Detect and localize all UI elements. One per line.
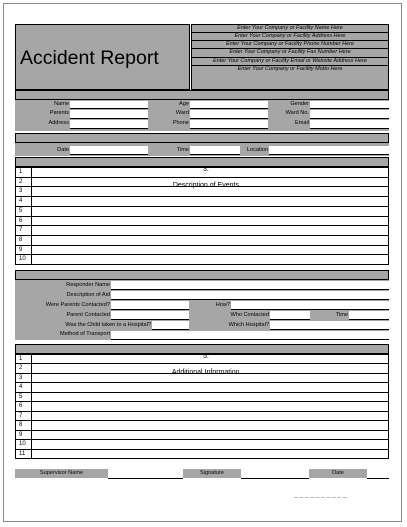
parents-field[interactable]: [70, 110, 148, 119]
line-number: 11: [19, 450, 26, 457]
who-contacted-label: Who Contacted: [230, 312, 269, 318]
parent-contacted-label: Parent Contacted: [66, 312, 110, 318]
hospital-question-label: Was the Child taken to a Hospital?: [65, 322, 151, 328]
section-time-frame-header: [15, 133, 389, 143]
write-line: [16, 245, 388, 246]
phone-field[interactable]: [190, 120, 268, 129]
write-line: [16, 420, 388, 421]
supervisor-name-field[interactable]: [108, 478, 183, 479]
contact-time-label: Time: [335, 312, 348, 318]
line-number: 9: [19, 246, 23, 253]
line-number: 6: [19, 217, 23, 224]
signature-field[interactable]: [241, 478, 309, 479]
supervisor-name-label: Supervisor Name: [15, 469, 108, 478]
line-number: 4: [19, 384, 23, 391]
gender-label: Gender: [290, 101, 309, 107]
write-line: [16, 373, 388, 374]
transport-field[interactable]: [111, 331, 389, 340]
form-title: Accident Report: [20, 47, 159, 69]
write-line: [16, 401, 388, 402]
company-motto-field[interactable]: Enter Your Company or Facility Motto Here: [237, 65, 343, 72]
location-field[interactable]: [269, 146, 389, 155]
accident-report-form: [3, 3, 402, 522]
aid-description-field[interactable]: [111, 291, 389, 300]
company-address-field[interactable]: Enter Your Company or Facility Address Here: [192, 33, 388, 41]
line-number: 6: [19, 403, 23, 410]
line-number: 5: [19, 393, 23, 400]
write-line: [16, 254, 388, 255]
company-phone-field[interactable]: Enter Your Company or Facility Phone Number Here: [192, 41, 388, 49]
section-actions-taken-header: [15, 270, 389, 280]
write-line: [16, 196, 388, 197]
section-description-header: [15, 157, 389, 173]
line-number: 8: [19, 422, 23, 429]
write-line: [16, 225, 388, 226]
line-number: 2: [19, 365, 23, 372]
date-signed-label: Date: [309, 469, 367, 478]
line-number: 1: [19, 356, 23, 362]
line-number: 9: [19, 431, 23, 438]
write-line: [16, 186, 388, 187]
line-number: 7: [19, 227, 23, 234]
section-additional-info-header: [15, 344, 389, 360]
location-label: Location: [246, 147, 268, 153]
line-number: 10: [19, 441, 26, 448]
write-line: [16, 439, 388, 440]
line-number-divider: [31, 355, 32, 459]
parents-label: Parents: [49, 110, 69, 116]
line-number: 3: [19, 188, 23, 195]
phone-label: Phone: [172, 120, 189, 126]
write-line: [16, 363, 388, 364]
hospital-answer-field[interactable]: [152, 321, 189, 330]
parents-contacted-label: Were Parents Contacted?: [45, 302, 110, 308]
email-field[interactable]: [310, 120, 389, 129]
form-title-box: [15, 24, 190, 90]
name-field[interactable]: [70, 101, 148, 109]
contact-time-field[interactable]: [349, 311, 389, 320]
time-field[interactable]: [190, 146, 240, 155]
line-number-divider: [31, 168, 32, 265]
write-line: [16, 430, 388, 431]
company-fax-field[interactable]: Enter Your Company or Facility Fax Number Here: [192, 49, 388, 57]
how-field[interactable]: [231, 301, 389, 310]
line-number: 1: [19, 169, 23, 175]
gender-field[interactable]: [310, 101, 389, 109]
line-number: 8: [19, 236, 23, 243]
aid-description-label: Description of Aid: [66, 292, 110, 298]
who-contacted-field[interactable]: [270, 311, 310, 320]
email-label: Email: [295, 120, 309, 126]
ward-number-label: Ward No.: [285, 110, 309, 116]
section-child-information-header: [15, 90, 389, 100]
line-number: 2: [19, 178, 23, 185]
company-info-block: [191, 24, 389, 90]
section-number: 3.: [202, 166, 209, 173]
line-number: 7: [19, 412, 23, 419]
date-label: Date: [57, 147, 69, 153]
company-email-field[interactable]: Enter Your Company or Facility Email or Website Address Here: [192, 58, 388, 66]
responder-label: Responder Name: [66, 282, 110, 288]
write-line: [16, 449, 388, 450]
line-number: 5: [19, 207, 23, 214]
publisher-logo: ─ ─ ─ ─ ─ ─ ─ ─ ─ ─: [294, 495, 347, 501]
write-line: [16, 382, 388, 383]
parent-contacted-field[interactable]: [111, 311, 189, 320]
responder-field[interactable]: [111, 281, 389, 290]
date-signed-field[interactable]: [367, 478, 389, 479]
ward-label: Ward: [175, 110, 189, 116]
name-label: Name: [54, 101, 69, 107]
age-field[interactable]: [190, 101, 268, 109]
ward-number-field[interactable]: [310, 110, 389, 119]
write-line: [16, 216, 388, 217]
section-number: 5.: [202, 353, 209, 360]
age-label: Age: [179, 101, 189, 107]
transport-label: Method of Transport: [59, 331, 110, 337]
signature-label: Signature: [183, 469, 241, 478]
write-line: [16, 411, 388, 412]
line-number: 4: [19, 198, 23, 205]
company-name-field[interactable]: Enter Your Company or Facility Name Here: [192, 25, 388, 33]
how-label: How?: [215, 302, 230, 308]
time-label: Time: [176, 147, 189, 153]
ward-field[interactable]: [190, 110, 268, 119]
write-line: [16, 392, 388, 393]
write-line: [16, 206, 388, 207]
address-field[interactable]: [70, 120, 148, 129]
which-hospital-label: Which Hospital?: [228, 322, 269, 328]
date-field[interactable]: [70, 146, 148, 155]
address-label: Address: [48, 120, 69, 126]
description-lines-box[interactable]: [15, 167, 389, 265]
which-hospital-field[interactable]: [270, 321, 389, 330]
additional-info-lines-box[interactable]: [15, 354, 389, 459]
write-line: [16, 235, 388, 236]
line-number: 10: [19, 256, 26, 263]
line-number: 3: [19, 374, 23, 381]
write-line: [16, 177, 388, 178]
parents-contacted-field[interactable]: [111, 301, 189, 310]
